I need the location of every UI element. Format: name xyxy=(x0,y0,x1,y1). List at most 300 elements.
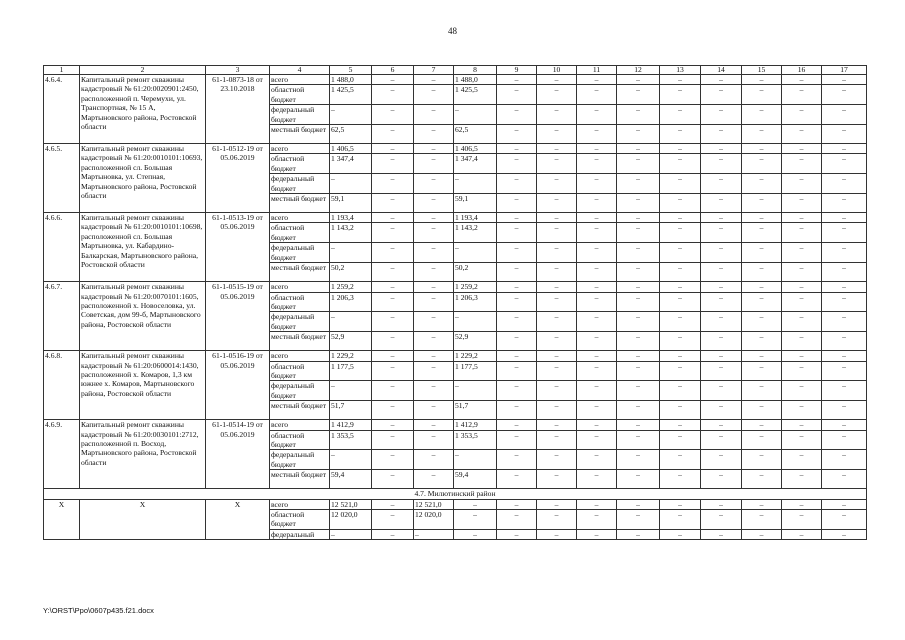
dash-cell: – xyxy=(782,470,822,489)
dash-cell: – xyxy=(537,85,577,105)
dash-cell: – xyxy=(742,430,782,450)
dash-cell: – xyxy=(782,361,822,381)
amount-col5: 50,2 xyxy=(330,263,372,282)
item-number: 4.6.8. xyxy=(44,351,80,420)
dash-cell: – xyxy=(617,361,660,381)
dash-cell: – xyxy=(617,125,660,144)
dash-cell: – xyxy=(617,223,660,243)
dash-cell: – xyxy=(617,282,660,292)
dash-cell: – xyxy=(577,213,617,223)
dash-cell: – xyxy=(617,243,660,263)
table-row xyxy=(44,420,867,430)
dash-cell: – xyxy=(414,223,454,243)
dash-cell: – xyxy=(742,174,782,194)
table-row xyxy=(44,351,867,361)
dash-cell: – xyxy=(701,401,742,420)
amount-col5: 51,7 xyxy=(330,401,372,420)
funding-source: федеральный бюджет xyxy=(270,381,330,401)
amount-col8: 50,2 xyxy=(454,263,497,282)
item-name: Капитальный ремонт скважины кадастровый № 61:20:0600014:1430, расположенной х. Комаров, 1,3 км южнее х. Комаров, Мартыновского района, Ростовской области xyxy=(80,351,206,420)
funding-source: местный бюджет xyxy=(270,263,330,282)
item-document: 61-1-0513-19 от 05.06.2019 xyxy=(206,213,270,282)
dash-cell: – xyxy=(660,420,701,430)
dash-cell: – xyxy=(617,144,660,154)
dash-cell: – xyxy=(577,263,617,282)
column-number: 3 xyxy=(206,66,270,75)
dash-cell: – xyxy=(782,351,822,361)
summary-row xyxy=(44,499,867,509)
dash-cell: – xyxy=(537,105,577,125)
dash-cell: – xyxy=(822,401,867,420)
dash-cell: – xyxy=(701,510,742,530)
dash-cell: – xyxy=(577,75,617,85)
dash-cell: – xyxy=(497,470,537,489)
dash-cell: – xyxy=(497,154,537,174)
dash-cell: – xyxy=(782,263,822,282)
dash-cell: – xyxy=(497,292,537,312)
item-number: 4.6.7. xyxy=(44,282,80,351)
table-row xyxy=(44,144,867,154)
dash-cell: – xyxy=(537,430,577,450)
dash-cell: – xyxy=(701,223,742,243)
dash-cell: – xyxy=(617,154,660,174)
dash-cell: – xyxy=(372,529,414,539)
funding-source: местный бюджет xyxy=(270,125,330,144)
dash-cell: – xyxy=(660,213,701,223)
dash-cell: – xyxy=(822,282,867,292)
dash-cell: – xyxy=(782,125,822,144)
dash-cell: – xyxy=(414,194,454,213)
dash-cell: – xyxy=(822,420,867,430)
district-row xyxy=(44,489,867,499)
amount-col5: – xyxy=(330,243,372,263)
dash-cell: – xyxy=(577,450,617,470)
dash-cell: – xyxy=(577,332,617,351)
dash-cell: – xyxy=(822,105,867,125)
funding-source: всего xyxy=(270,144,330,154)
amount-col8: 1 425,5 xyxy=(454,85,497,105)
dash-cell: – xyxy=(822,361,867,381)
amount-col5: 1 347,4 xyxy=(330,154,372,174)
dash-cell: – xyxy=(742,361,782,381)
dash-cell: – xyxy=(660,381,701,401)
dash-cell: – xyxy=(577,85,617,105)
dash-cell: – xyxy=(577,194,617,213)
dash-cell: – xyxy=(617,263,660,282)
dash-cell: – xyxy=(701,312,742,332)
dash-cell: – xyxy=(660,361,701,381)
header-row xyxy=(44,66,867,75)
funding-source: всего xyxy=(270,351,330,361)
dash-cell: – xyxy=(414,312,454,332)
dash-cell: – xyxy=(497,401,537,420)
funding-source: местный бюджет xyxy=(270,401,330,420)
dash-cell: – xyxy=(372,292,414,312)
dash-cell: – xyxy=(701,361,742,381)
dash-cell: – xyxy=(414,282,454,292)
dash-cell: – xyxy=(701,292,742,312)
dash-cell: – xyxy=(577,381,617,401)
dash-cell: – xyxy=(782,381,822,401)
dash-cell: – xyxy=(701,420,742,430)
dash-cell: – xyxy=(782,75,822,85)
dash-cell: – xyxy=(454,499,497,509)
dash-cell: – xyxy=(577,223,617,243)
amount-col8: 1 406,5 xyxy=(454,144,497,154)
dash-cell: – xyxy=(701,144,742,154)
dash-cell: – xyxy=(577,430,617,450)
dash-cell: – xyxy=(414,361,454,381)
dash-cell: – xyxy=(701,174,742,194)
dash-cell: – xyxy=(497,361,537,381)
dash-cell: – xyxy=(660,154,701,174)
dash-cell: – xyxy=(701,263,742,282)
dash-cell: – xyxy=(537,450,577,470)
dash-cell: – xyxy=(497,450,537,470)
dash-cell: – xyxy=(822,332,867,351)
dash-cell: – xyxy=(701,332,742,351)
dash-cell: – xyxy=(782,194,822,213)
dash-cell: – xyxy=(537,194,577,213)
dash-cell: – xyxy=(742,75,782,85)
dash-cell: – xyxy=(742,381,782,401)
dash-cell: – xyxy=(660,292,701,312)
dash-cell: – xyxy=(497,312,537,332)
dash-cell: – xyxy=(497,144,537,154)
funding-source: местный бюджет xyxy=(270,470,330,489)
dash-cell: – xyxy=(537,263,577,282)
dash-cell: – xyxy=(782,529,822,539)
dash-cell: – xyxy=(742,125,782,144)
dash-cell: – xyxy=(617,420,660,430)
dash-cell: – xyxy=(414,75,454,85)
dash-cell: – xyxy=(701,470,742,489)
dash-cell: – xyxy=(782,213,822,223)
dash-cell: – xyxy=(617,292,660,312)
dash-cell: – xyxy=(414,144,454,154)
funding-source: федеральный бюджет xyxy=(270,450,330,470)
dash-cell: – xyxy=(497,75,537,85)
file-path: Y:\ORST\Ppo\0607p435.f21.docx xyxy=(43,606,154,615)
dash-cell: – xyxy=(660,263,701,282)
dash-cell: – xyxy=(822,213,867,223)
dash-cell: – xyxy=(537,213,577,223)
dash-cell: – xyxy=(782,85,822,105)
dash-cell: – xyxy=(660,125,701,144)
dash-cell: – xyxy=(372,430,414,450)
dash-cell: – xyxy=(414,381,454,401)
funding-source: областной бюджет xyxy=(270,361,330,381)
dash-cell: – xyxy=(372,194,414,213)
dash-cell: – xyxy=(372,154,414,174)
dash-cell: – xyxy=(537,401,577,420)
table-row xyxy=(44,75,867,85)
dash-cell: – xyxy=(701,430,742,450)
dash-cell: – xyxy=(742,243,782,263)
dash-cell: – xyxy=(742,351,782,361)
column-number: 10 xyxy=(537,66,577,75)
amount-col5: 1 488,0 xyxy=(330,75,372,85)
dash-cell: – xyxy=(742,510,782,530)
dash-cell: – xyxy=(617,75,660,85)
dash-cell: – xyxy=(822,154,867,174)
dash-cell: – xyxy=(372,470,414,489)
dash-cell: – xyxy=(660,194,701,213)
dash-cell: – xyxy=(414,401,454,420)
dash-cell: – xyxy=(782,174,822,194)
funding-source: всего xyxy=(270,213,330,223)
dash-cell: – xyxy=(372,174,414,194)
amount-col5: 1 177,5 xyxy=(330,361,372,381)
dash-cell: – xyxy=(497,430,537,450)
table-row xyxy=(44,213,867,223)
dash-cell: – xyxy=(822,263,867,282)
dash-cell: – xyxy=(577,243,617,263)
dash-cell: – xyxy=(617,450,660,470)
dash-cell: – xyxy=(537,529,577,539)
amount-col7: – xyxy=(414,529,454,539)
dash-cell: – xyxy=(414,213,454,223)
dash-cell: – xyxy=(414,450,454,470)
dash-cell: – xyxy=(782,450,822,470)
dash-cell: – xyxy=(701,450,742,470)
amount-col8: 1 347,4 xyxy=(454,154,497,174)
dash-cell: – xyxy=(537,154,577,174)
dash-cell: – xyxy=(372,312,414,332)
dash-cell: – xyxy=(701,282,742,292)
dash-cell: – xyxy=(414,105,454,125)
district-title: 4.7. Милютинский район xyxy=(44,489,867,499)
dash-cell: – xyxy=(701,125,742,144)
dash-cell: – xyxy=(617,430,660,450)
dash-cell: – xyxy=(497,85,537,105)
amount-col8: 51,7 xyxy=(454,401,497,420)
amount-col5: 59,4 xyxy=(330,470,372,489)
dash-cell: – xyxy=(742,470,782,489)
dash-cell: – xyxy=(414,125,454,144)
dash-cell: – xyxy=(701,85,742,105)
dash-cell: – xyxy=(537,312,577,332)
funding-source: областной бюджет xyxy=(270,85,330,105)
dash-cell: – xyxy=(372,125,414,144)
amount-col8: 1 353,5 xyxy=(454,430,497,450)
amount-col5: 1 143,2 xyxy=(330,223,372,243)
dash-cell: – xyxy=(372,420,414,430)
dash-cell: – xyxy=(742,263,782,282)
dash-cell: – xyxy=(660,332,701,351)
item-document: 61-1-0516-19 от 05.06.2019 xyxy=(206,351,270,420)
dash-cell: – xyxy=(537,144,577,154)
dash-cell: – xyxy=(822,470,867,489)
item-name: Капитальный ремонт скважины кадастровый № 61:20:0010101:10693, расположенной сл. Большая Мартыновка, ул. Степная, Мартыновского района, Ростовской области xyxy=(80,144,206,213)
funding-source: федеральный xyxy=(270,529,330,539)
dash-cell: – xyxy=(822,144,867,154)
dash-cell: – xyxy=(742,223,782,243)
summary-x: X xyxy=(80,499,206,540)
dash-cell: – xyxy=(372,213,414,223)
amount-col8: – xyxy=(454,381,497,401)
amount-col5: 1 229,2 xyxy=(330,351,372,361)
amount-col8: 1 206,3 xyxy=(454,292,497,312)
amount-col8: – xyxy=(454,450,497,470)
dash-cell: – xyxy=(742,85,782,105)
dash-cell: – xyxy=(577,312,617,332)
dash-cell: – xyxy=(414,351,454,361)
dash-cell: – xyxy=(822,499,867,509)
dash-cell: – xyxy=(742,420,782,430)
dash-cell: – xyxy=(822,243,867,263)
amount-col8: 59,4 xyxy=(454,470,497,489)
dash-cell: – xyxy=(742,194,782,213)
item-document: 61-1-0512-19 от 05.06.2019 xyxy=(206,144,270,213)
dash-cell: – xyxy=(660,430,701,450)
dash-cell: – xyxy=(372,510,414,530)
amount-col5: 12 020,0 xyxy=(330,510,372,530)
dash-cell: – xyxy=(497,223,537,243)
dash-cell: – xyxy=(660,85,701,105)
amount-col5: 1 412,9 xyxy=(330,420,372,430)
column-number: 11 xyxy=(577,66,617,75)
dash-cell: – xyxy=(660,351,701,361)
amount-col5: 62,5 xyxy=(330,125,372,144)
dash-cell: – xyxy=(414,420,454,430)
dash-cell: – xyxy=(577,292,617,312)
dash-cell: – xyxy=(497,174,537,194)
amount-col8: 1 259,2 xyxy=(454,282,497,292)
dash-cell: – xyxy=(537,361,577,381)
dash-cell: – xyxy=(372,361,414,381)
dash-cell: – xyxy=(822,510,867,530)
amount-col8: 1 229,2 xyxy=(454,351,497,361)
dash-cell: – xyxy=(414,263,454,282)
amount-col5: – xyxy=(330,105,372,125)
dash-cell: – xyxy=(577,510,617,530)
item-name: Капитальный ремонт скважины кадастровый № 61:20:0070101:1605, расположенной х. Новоселовка, ул. Советская, дом 99-б, Мартыновского района, Ростовской области xyxy=(80,282,206,351)
dash-cell: – xyxy=(782,430,822,450)
dash-cell: – xyxy=(577,105,617,125)
column-number: 7 xyxy=(414,66,454,75)
amount-col5: 12 521,0 xyxy=(330,499,372,509)
dash-cell: – xyxy=(660,243,701,263)
dash-cell: – xyxy=(372,75,414,85)
dash-cell: – xyxy=(660,312,701,332)
dash-cell: – xyxy=(537,223,577,243)
amount-col8: – xyxy=(454,243,497,263)
column-number: 15 xyxy=(742,66,782,75)
funding-source: областной бюджет xyxy=(270,510,330,530)
amount-col5: – xyxy=(330,312,372,332)
dash-cell: – xyxy=(617,401,660,420)
dash-cell: – xyxy=(617,85,660,105)
dash-cell: – xyxy=(497,499,537,509)
column-number: 2 xyxy=(80,66,206,75)
dash-cell: – xyxy=(537,125,577,144)
dash-cell: – xyxy=(372,105,414,125)
dash-cell: – xyxy=(497,529,537,539)
funding-source: федеральный бюджет xyxy=(270,105,330,125)
dash-cell: – xyxy=(660,75,701,85)
dash-cell: – xyxy=(617,332,660,351)
item-number: 4.6.5. xyxy=(44,144,80,213)
dash-cell: – xyxy=(617,499,660,509)
dash-cell: – xyxy=(537,510,577,530)
funding-source: всего xyxy=(270,420,330,430)
dash-cell: – xyxy=(660,499,701,509)
dash-cell: – xyxy=(660,450,701,470)
item-document: 61-1-0514-19 от 05.06.2019 xyxy=(206,420,270,489)
amount-col5: – xyxy=(330,174,372,194)
dash-cell: – xyxy=(742,144,782,154)
dash-cell: – xyxy=(782,105,822,125)
dash-cell: – xyxy=(497,420,537,430)
column-number: 6 xyxy=(372,66,414,75)
dash-cell: – xyxy=(742,312,782,332)
funding-source: областной бюджет xyxy=(270,154,330,174)
dash-cell: – xyxy=(497,194,537,213)
dash-cell: – xyxy=(742,332,782,351)
amount-col8: – xyxy=(454,312,497,332)
column-number: 4 xyxy=(270,66,330,75)
dash-cell: – xyxy=(372,401,414,420)
dash-cell: – xyxy=(660,144,701,154)
dash-cell: – xyxy=(497,243,537,263)
dash-cell: – xyxy=(822,312,867,332)
dash-cell: – xyxy=(454,510,497,530)
dash-cell: – xyxy=(577,361,617,381)
item-name: Капитальный ремонт скважины кадастровый № 61:20:0010101:10698, расположенной сл. Большая Мартыновка, ул. Кабардино-Балкарская, Мартыновского района, Ростовской области xyxy=(80,213,206,282)
dash-cell: – xyxy=(822,125,867,144)
dash-cell: – xyxy=(372,85,414,105)
dash-cell: – xyxy=(701,381,742,401)
dash-cell: – xyxy=(577,401,617,420)
funding-source: федеральный бюджет xyxy=(270,312,330,332)
dash-cell: – xyxy=(782,499,822,509)
dash-cell: – xyxy=(537,243,577,263)
amount-col5: 1 193,4 xyxy=(330,213,372,223)
dash-cell: – xyxy=(372,282,414,292)
dash-cell: – xyxy=(822,351,867,361)
dash-cell: – xyxy=(782,154,822,174)
dash-cell: – xyxy=(617,213,660,223)
dash-cell: – xyxy=(497,332,537,351)
dash-cell: – xyxy=(701,105,742,125)
amount-col8: – xyxy=(454,105,497,125)
dash-cell: – xyxy=(701,194,742,213)
funding-source: областной бюджет xyxy=(270,223,330,243)
column-number: 9 xyxy=(497,66,537,75)
dash-cell: – xyxy=(372,351,414,361)
amount-col5: 1 353,5 xyxy=(330,430,372,450)
dash-cell: – xyxy=(372,499,414,509)
funding-source: областной бюджет xyxy=(270,430,330,450)
dash-cell: – xyxy=(742,499,782,509)
dash-cell: – xyxy=(742,401,782,420)
dash-cell: – xyxy=(822,450,867,470)
dash-cell: – xyxy=(372,223,414,243)
item-name: Капитальный ремонт скважины кадастровый № 61:20:0030101:2712, расположенной п. Восход, Мартыновского района, Ростовской области xyxy=(80,420,206,489)
funding-source: федеральный бюджет xyxy=(270,243,330,263)
dash-cell: – xyxy=(782,420,822,430)
dash-cell: – xyxy=(782,223,822,243)
dash-cell: – xyxy=(617,105,660,125)
funding-source: федеральный бюджет xyxy=(270,174,330,194)
dash-cell: – xyxy=(372,243,414,263)
column-number: 16 xyxy=(782,66,822,75)
dash-cell: – xyxy=(742,450,782,470)
dash-cell: – xyxy=(537,282,577,292)
dash-cell: – xyxy=(414,154,454,174)
amount-col5: 1 206,3 xyxy=(330,292,372,312)
